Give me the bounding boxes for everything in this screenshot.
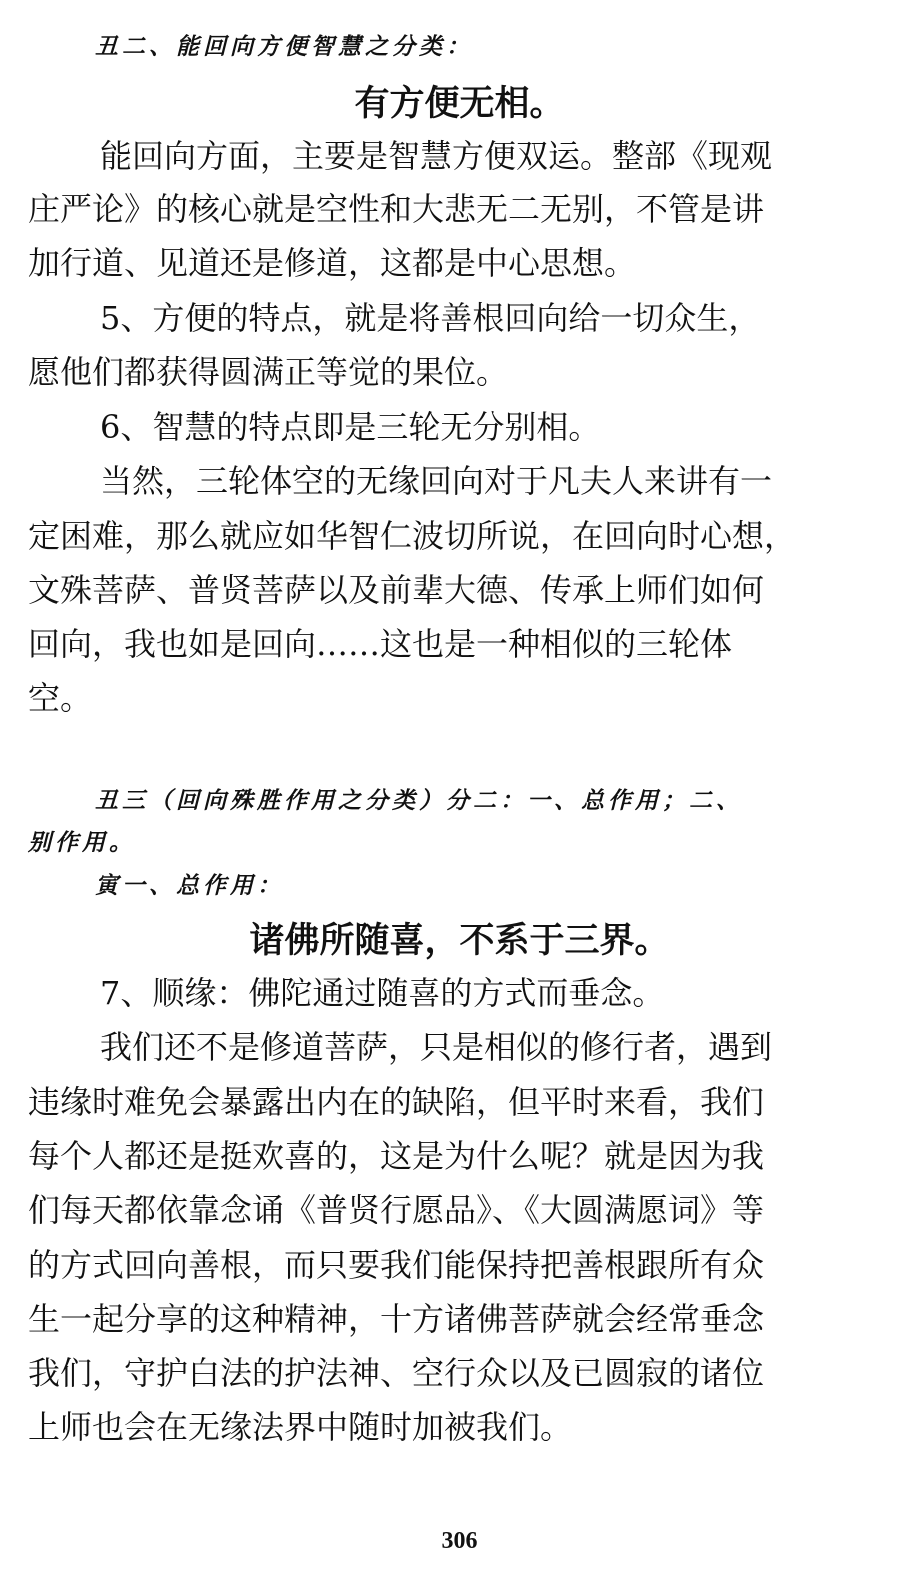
paragraph-line: 回向，我也如是回向……这也是一种相似的三轮体 [28,625,733,663]
paragraph-line: 当然，三轮体空的无缘回向对于凡夫人来讲有一 [100,462,773,500]
page-number: 306 [441,1528,478,1554]
paragraph-line: 们每天都依靠念诵《普贤行愿品》、《大圆满愿词》等 [28,1191,765,1229]
paragraph-line: 定困难，那么就应如华智仁波切所说，在回向时心想， [28,517,797,555]
paragraph-line: 庄严论》的核心就是空性和大悲无二无别，不管是讲 [28,190,765,228]
verse-line-1: 有方便无相。 [354,84,565,124]
paragraph-line: 空。 [28,679,93,717]
section-heading-chou-san-cont: 别作用。 [28,830,136,856]
paragraph-line: 能回向方面，主要是智慧方便双运。整部《现观 [100,137,773,175]
subheading-yin-yi: 寅一、总作用： [95,873,284,899]
verse-line-2: 诸佛所随喜，不系于三界。 [249,921,670,961]
paragraph-line: 的方式回向善根，而只要我们能保持把善根跟所有众 [28,1246,765,1284]
paragraph-line: 上师也会在无缘法界中随时加被我们。 [28,1408,573,1446]
paragraph-line: 我们还不是修道菩萨，只是相似的修行者，遇到 [100,1028,773,1066]
section-heading-chou-san: 丑三（回向殊胜作用之分类）分二：一、总作用；二、 [95,788,743,814]
section-heading-chou-er: 丑二、能回向方便智慧之分类： [95,34,473,60]
paragraph-line: 违缘时难免会暴露出内在的缺陷，但平时来看，我们 [28,1083,765,1121]
paragraph-line: 6、智慧的特点即是三轮无分别相。 [100,408,601,446]
paragraph-line: 每个人都还是挺欢喜的，这是为什么呢？就是因为我 [28,1137,765,1175]
paragraph-line: 愿他们都获得圆满正等觉的果位。 [28,353,509,391]
paragraph-line: 生一起分享的这种精神，十方诸佛菩萨就会经常垂念 [28,1300,765,1338]
paragraph-line: 我们，守护白法的护法神、空行众以及已圆寂的诸位 [28,1354,765,1392]
paragraph-line: 文殊菩萨、普贤菩萨以及前辈大德、传承上师们如何 [28,571,765,609]
paragraph-line: 5、方便的特点，就是将善根回向给一切众生， [100,299,761,337]
paragraph-line: 加行道、见道还是修道，这都是中心思想。 [28,244,637,282]
paragraph-line: 7、顺缘：佛陀通过随喜的方式而垂念。 [100,974,665,1012]
